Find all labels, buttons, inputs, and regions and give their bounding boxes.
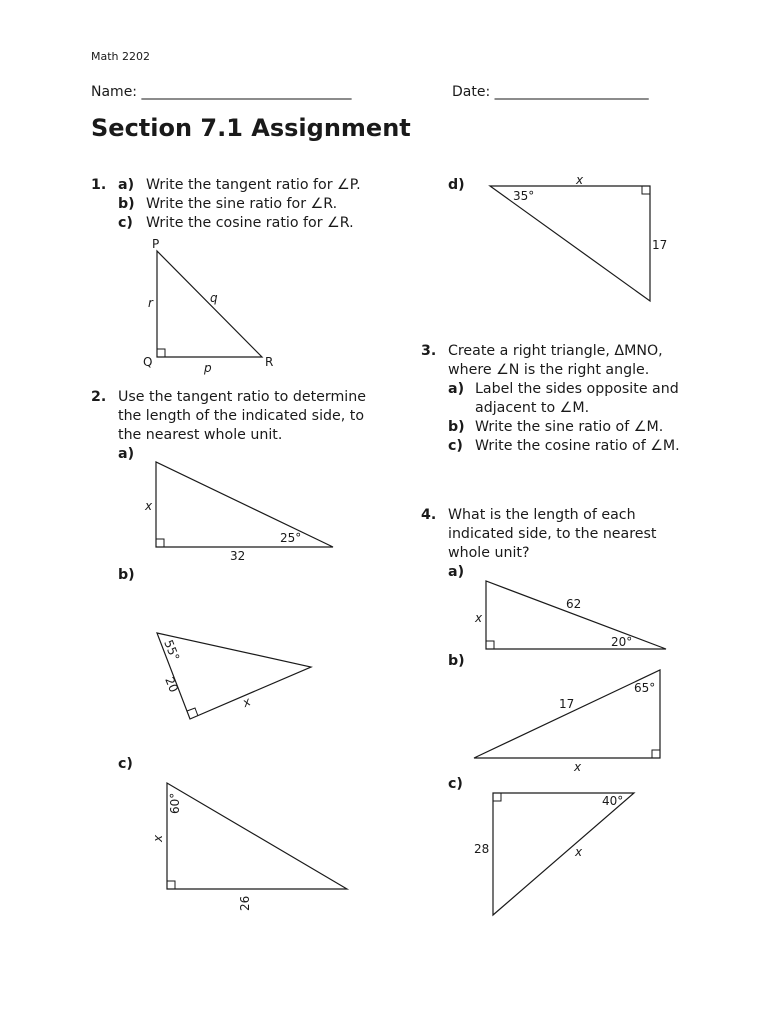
q4-text-line3: whole unit? bbox=[448, 545, 530, 561]
q4b-label: b) bbox=[448, 653, 465, 669]
q1b-text: Write the sine ratio for ∠R. bbox=[146, 196, 338, 212]
q2c-label: c) bbox=[118, 756, 133, 772]
q1-vertex-R: R bbox=[265, 355, 274, 369]
q1d-right-angle-mark bbox=[642, 186, 650, 194]
q4a-angle: 20° bbox=[611, 635, 633, 649]
q4c-triangle-figure bbox=[474, 793, 634, 915]
q1-vertex-Q: Q bbox=[143, 355, 153, 369]
q3-text-line1: Create a right triangle, ΔMNO, bbox=[448, 343, 663, 359]
q2c-triangle-figure bbox=[151, 783, 347, 911]
q2a-right-angle-mark bbox=[156, 539, 164, 547]
q4c-angle: 40° bbox=[602, 794, 624, 808]
q3c-text: Write the cosine ratio of ∠M. bbox=[475, 438, 680, 454]
q1d-triangle-figure bbox=[490, 173, 667, 301]
q3c-label: c) bbox=[448, 438, 463, 454]
q2a-triangle bbox=[156, 462, 333, 547]
q4c-right-angle-mark bbox=[493, 793, 501, 801]
q1d-triangle bbox=[490, 186, 650, 301]
q2b-triangle-figure bbox=[157, 633, 311, 719]
q2-text-line2: the length of the indicated side, to bbox=[118, 408, 365, 424]
q3b-label: b) bbox=[448, 419, 465, 435]
q2a-angle: 25° bbox=[280, 531, 302, 545]
name-field-label: Name: ______________________________ bbox=[91, 84, 352, 100]
q1-triangle-figure bbox=[143, 237, 273, 375]
q1c-text: Write the cosine ratio for ∠R. bbox=[146, 215, 354, 231]
q4-number: 4. bbox=[421, 507, 437, 523]
q2b-unknown: x bbox=[240, 694, 253, 711]
q2b-side: 20 bbox=[162, 674, 181, 695]
q4a-triangle bbox=[486, 581, 666, 649]
q4c-hyp: x bbox=[575, 845, 583, 859]
q4c-triangle bbox=[493, 793, 634, 915]
q2c-triangle bbox=[167, 783, 347, 889]
q2c-side: x bbox=[151, 834, 165, 842]
q1-side-q: q bbox=[210, 291, 218, 305]
q1-right-angle-mark bbox=[157, 349, 165, 357]
q1d-label: d) bbox=[448, 177, 465, 193]
q3a-text-line2: adjacent to ∠M. bbox=[475, 400, 590, 416]
q1-side-r: r bbox=[148, 296, 153, 310]
q2-text-line3: the nearest whole unit. bbox=[118, 427, 283, 443]
q4b-right-angle-mark bbox=[652, 750, 660, 758]
q4b-hyp: 17 bbox=[559, 697, 575, 711]
date-field-label: Date: ______________________ bbox=[452, 84, 649, 100]
q4b-side: x bbox=[574, 760, 582, 774]
page-title: Section 7.1 Assignment bbox=[91, 114, 411, 142]
q4a-side: x bbox=[475, 611, 483, 625]
q2c-angle: 60° bbox=[168, 792, 182, 814]
q4-text-line2: indicated side, to the nearest bbox=[448, 526, 657, 542]
q1b-label: b) bbox=[118, 196, 135, 212]
q1d-angle: 35° bbox=[513, 189, 535, 203]
q2b-angle: 55° bbox=[161, 637, 183, 663]
q3a-label: a) bbox=[448, 381, 465, 397]
q3-text-line2: where ∠N is the right angle. bbox=[448, 362, 650, 378]
q1d-side-right: 17 bbox=[652, 238, 668, 252]
q4b-triangle-figure bbox=[474, 670, 660, 774]
q4a-triangle-figure bbox=[474, 581, 666, 649]
q4a-right-angle-mark bbox=[486, 641, 494, 649]
q1a-text: Write the tangent ratio for ∠P. bbox=[146, 177, 361, 193]
q2-text-line1: Use the tangent ratio to determine bbox=[118, 389, 366, 405]
q2c-right-angle-mark bbox=[167, 881, 175, 889]
q4a-label: a) bbox=[448, 564, 465, 580]
q4c-side: 28 bbox=[474, 842, 490, 856]
q3b-text: Write the sine ratio of ∠M. bbox=[475, 419, 664, 435]
q2a-side: x bbox=[145, 499, 153, 513]
q2a-triangle-figure bbox=[144, 462, 333, 563]
q2-number: 2. bbox=[91, 389, 107, 405]
q1-number: 1. bbox=[91, 177, 107, 193]
q1c-label: c) bbox=[118, 215, 133, 231]
q1-vertex-P: P bbox=[152, 237, 160, 251]
q1-side-p: p bbox=[204, 361, 212, 375]
q4b-triangle bbox=[474, 670, 660, 758]
q1d-side-top: x bbox=[576, 173, 584, 187]
course-label: Math 2202 bbox=[91, 50, 151, 63]
q4c-label: c) bbox=[448, 776, 463, 792]
q2b-triangle bbox=[157, 633, 311, 719]
q2a-label: a) bbox=[118, 446, 135, 462]
q2a-base: 32 bbox=[230, 549, 246, 563]
q2b-label: b) bbox=[118, 567, 135, 583]
q4-text-line1: What is the length of each bbox=[448, 507, 636, 523]
q4a-hyp: 62 bbox=[566, 597, 582, 611]
q3a-text-line1: Label the sides opposite and bbox=[475, 381, 679, 397]
q2c-base: 26 bbox=[238, 895, 252, 911]
q4b-angle: 65° bbox=[634, 681, 656, 695]
q3-number: 3. bbox=[421, 343, 437, 359]
q1a-label: a) bbox=[118, 177, 135, 193]
